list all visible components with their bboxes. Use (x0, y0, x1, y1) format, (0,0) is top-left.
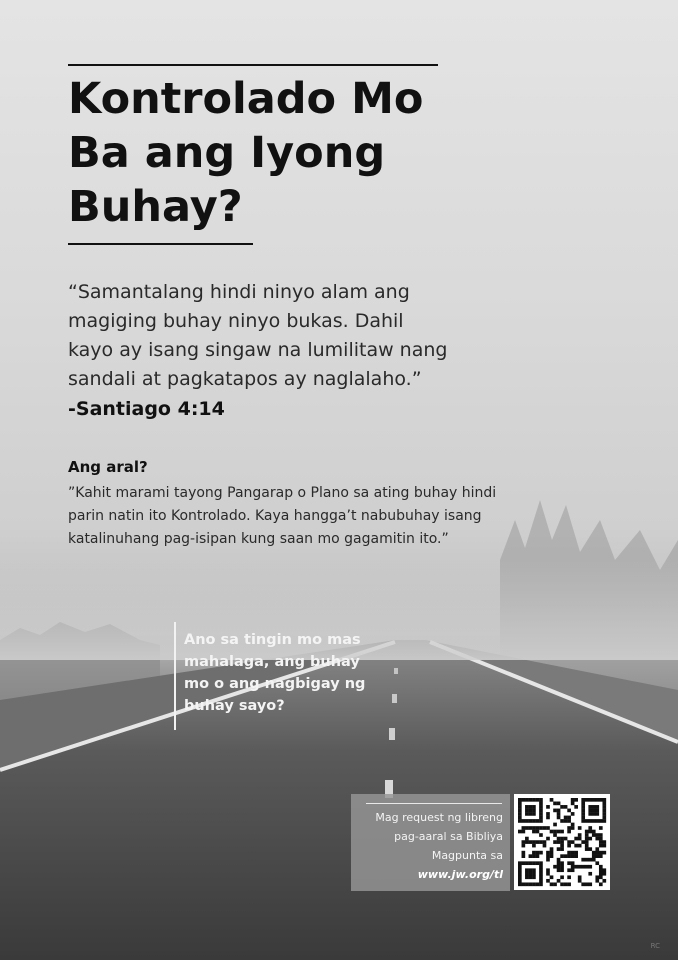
promo-line: pag-aaral sa Bibliya (394, 830, 503, 843)
quote-line: “Samantalang hindi ninyo alam ang (68, 281, 410, 303)
promo-text (351, 808, 503, 884)
lesson-body (68, 482, 548, 551)
quote-line: magiging buhay ninyo bukas. Dahil (68, 310, 404, 332)
lesson-line: parin natin ito Kontrolado. Kaya hangga’t nabubuhay isang (68, 508, 482, 524)
title-rule-bottom (68, 243, 253, 245)
page-title (68, 72, 488, 234)
callout-line: buhay sayo? (184, 698, 285, 714)
road-center-dash (394, 668, 398, 674)
promo-line: Mag request ng libreng (375, 811, 503, 824)
quote-line: kayo ay isang singaw na lumilitaw nang (68, 339, 448, 361)
promo-line: Magpunta sa (431, 849, 503, 862)
lesson-line: ”Kahit marami tayong Pangarap o Plano sa ating buhay hindi (68, 485, 497, 501)
callout-line: mo o ang nagbigay ng (184, 676, 366, 692)
callout-line: mahalaga, ang buhay (184, 654, 360, 670)
bible-quote (68, 278, 468, 394)
promo-divider (366, 803, 502, 804)
title-line: Buhay? (68, 182, 243, 232)
road-center-dash (389, 728, 395, 740)
quote-citation: -Santiago 4:14 (68, 398, 225, 420)
title-line: Kontrolado Mo (68, 74, 424, 124)
qr-code[interactable] (514, 794, 610, 890)
title-line: Ba ang Iyong (68, 128, 386, 178)
website-link[interactable]: www.jw.org/tl (417, 868, 503, 881)
callout-line: Ano sa tingin mo mas (184, 632, 361, 648)
qr-code-pattern (514, 794, 610, 890)
callout-accent-bar (174, 622, 176, 730)
lesson-heading: Ang aral? (68, 458, 148, 476)
reflection-question (184, 629, 394, 717)
corner-mark: RC (650, 942, 660, 950)
lesson-line: katalinuhang pag-isipan kung saan mo gagamitin ito.” (68, 531, 449, 547)
quote-line: sandali at pagkatapos ay naglalaho.” (68, 368, 422, 390)
title-rule-top (68, 64, 438, 66)
